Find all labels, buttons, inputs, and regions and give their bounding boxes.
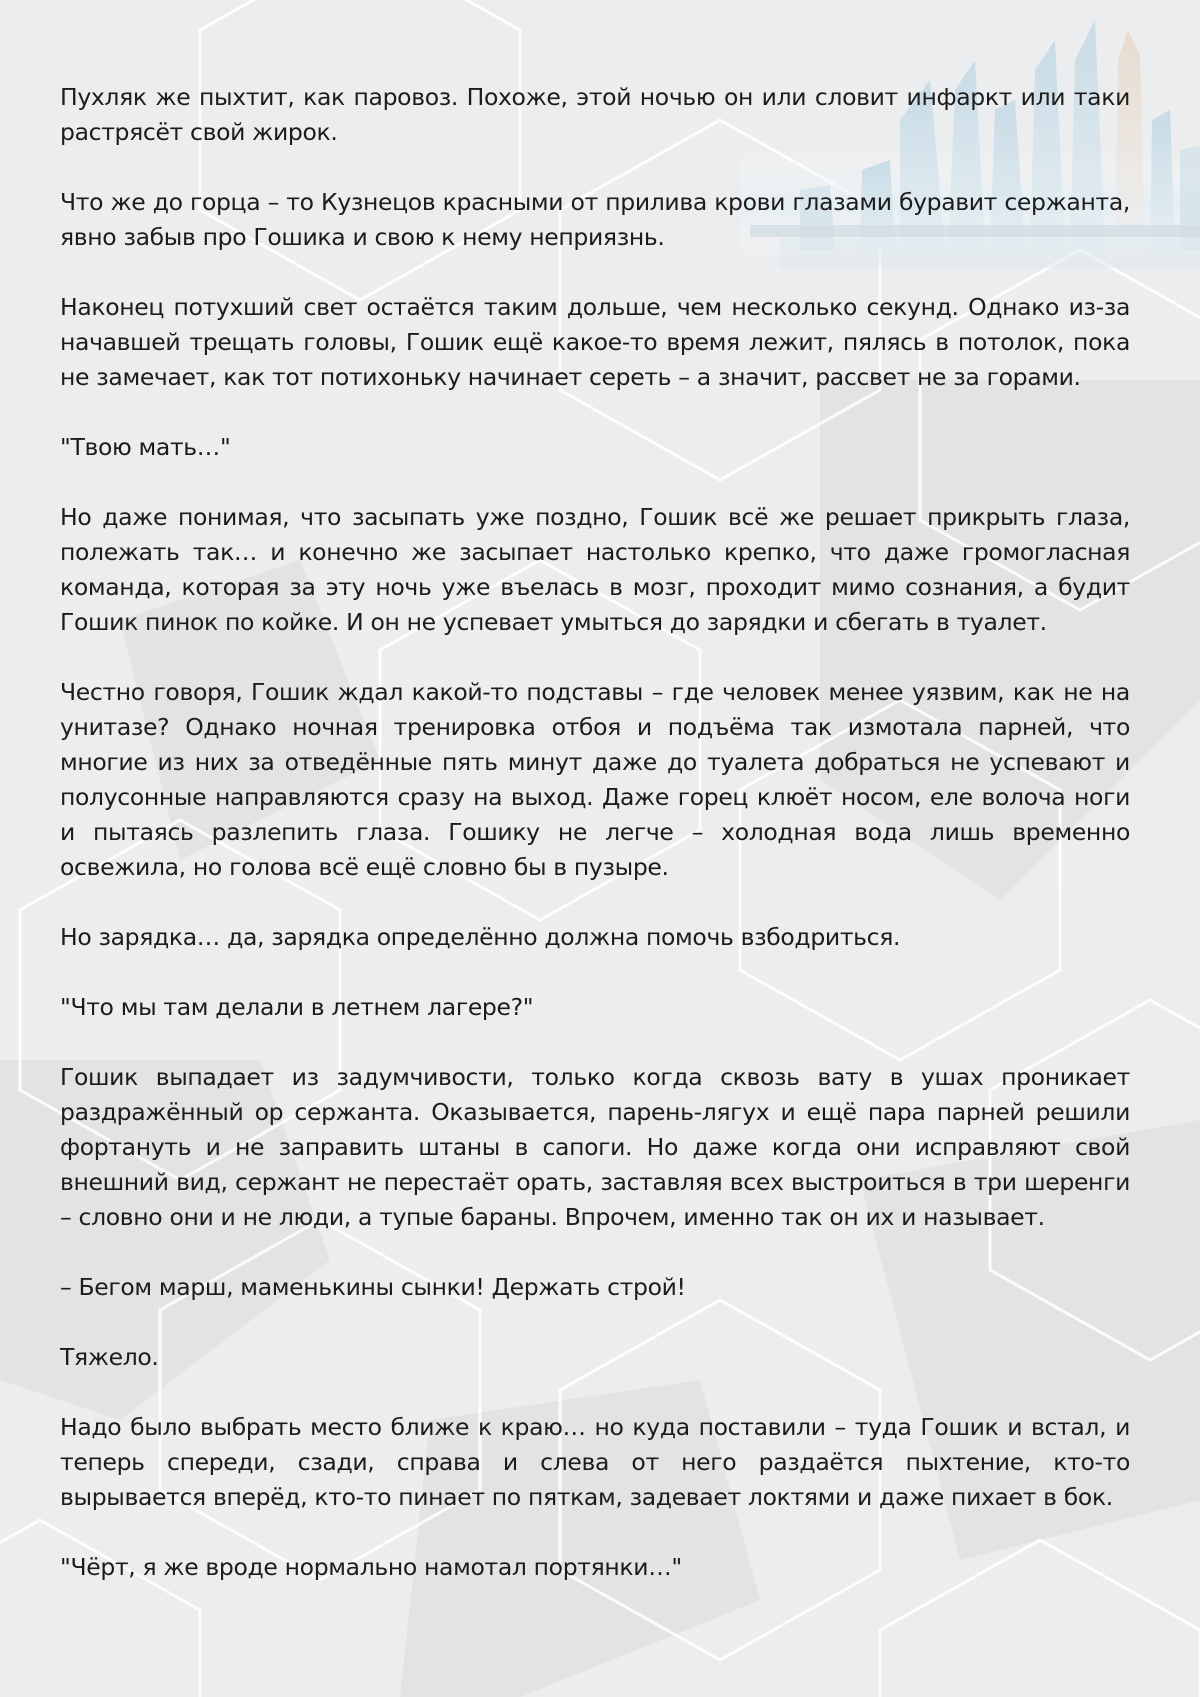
paragraph: Честно говоря, Гошик ждал какой-то подставы – где человек менее уязвим, как не на унитазе? Однако ночная тренировка отбоя и подъёма так измотала парней, что многие из них за отведённые пять минут даже до туалета добраться не успевают и полусонные направляются сразу на выход. Даже горец клюёт носом, еле волоча ноги и пытаясь разлепить глаза. Гошику не легче – холодная вода лишь временно освежила, но голова всё ещё словно бы в пузыре. <box>60 678 1130 881</box>
paragraph: Надо было выбрать место ближе к краю… но куда поставили – туда Гошик и встал, и теперь спереди, сзади, справа и слева от него раздаётся пыхтение, кто-то вырывается вперёд, кто-то пинает по пяткам, задевает локтями и даже пихает в бок. <box>60 1413 1130 1511</box>
paragraph: "Твою мать…" <box>60 433 231 461</box>
paragraph: – Бегом марш, маменькины сынки! Держать строй! <box>60 1273 686 1301</box>
paragraph: "Чёрт, я же вроде нормально намотал портянки…" <box>60 1553 682 1581</box>
paragraph: Пухляк же пыхтит, как паровоз. Похоже, этой ночью он или словит инфаркт или таки растрясёт свой жирок. <box>60 83 1130 146</box>
paragraph: Гошик выпадает из задумчивости, только когда сквозь вату в ушах проникает раздражённый ор сержанта. Оказывается, парень-лягух и ещё пара парней решили фортануть и не заправить штаны в сапоги. Но даже когда они исправляют свой внешний вид, сержант не перестаёт орать, заставляя всех выстроиться в три шеренги – словно они и не люди, а тупые бараны. Впрочем, именно так он их и называет. <box>60 1063 1130 1231</box>
document-page <box>60 80 1130 1620</box>
paragraph: "Что мы там делали в летнем лагере?" <box>60 993 534 1021</box>
paragraph: Но даже понимая, что засыпать уже поздно, Гошик всё же решает прикрыть глаза, полежать так… и конечно же засыпает настолько крепко, что даже громогласная команда, которая за эту ночь уже въелась в мозг, проходит мимо сознания, а будит Гошик пинок по койке. И он не успевает умыться до зарядки и сбегать в туалет. <box>60 503 1130 636</box>
paragraph: Что же до горца – то Кузнецов красными от прилива крови глазами буравит сержанта, явно забыв про Гошика и свою к нему неприязнь. <box>60 188 1130 251</box>
paragraph: Тяжело. <box>60 1343 159 1371</box>
paragraph: Но зарядка… да, зарядка определённо должна помочь взбодриться. <box>60 923 901 951</box>
paragraph: Наконец потухший свет остаётся таким дольше, чем несколько секунд. Однако из-за начавшей трещать головы, Гошик ещё какое-то время лежит, пялясь в потолок, пока не замечает, как тот потихоньку начинает сереть – а значит, рассвет не за горами. <box>60 293 1130 391</box>
